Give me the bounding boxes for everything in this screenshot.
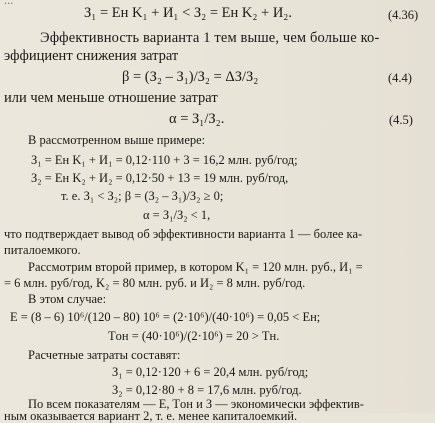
paragraph-1-line-2: эффициент снижения затрат	[4, 48, 179, 64]
equation-number-4-5: (4.5)	[389, 113, 413, 127]
equation-4-36: З₁ = Eн K₁ + И₁ < З₂ = Eн K₂ + И₂.	[84, 5, 292, 21]
paragraph-4-line-3: В этом случае:	[28, 292, 107, 306]
paragraph-6-line-2: ным оказывается вариант 2, т. е. менее капиталоемкий.	[4, 409, 298, 423]
example-3-line-2: З₂ = 0,12·80 + 8 = 17,6 млн. руб/год.	[112, 383, 302, 397]
example-1-line-4: α = З₁/З₂ < 1,	[143, 208, 211, 222]
equation-4-4: β = (З₂ – З₁)/З₂ = ΔЗ/З₂	[122, 69, 259, 85]
equation-number-4-4: (4.4)	[388, 71, 412, 85]
equation-number-4-36: (4.36)	[388, 8, 419, 22]
example-1-intro: В рассмотренном выше примере:	[28, 133, 206, 147]
paragraph-5: Расчетные затраты составят:	[28, 348, 181, 362]
paragraph-6-line-1: По всем показателям — E, Tон и З — экономически эффектив-	[28, 397, 364, 411]
example-1-line-3: т. е. З₁ < З₂; β = (З₂ – З₁)/З₂ ≥ 0;	[61, 189, 224, 203]
paragraph-2: или чем меньше отношение затрат	[4, 90, 218, 106]
paragraph-4-line-1: Рассмотрим второй пример, в котором K₁ = 120 млн. руб., И₁ =	[28, 260, 363, 274]
example-1-line-2: З₂ = Eн K₂ + И₂ = 0,12·50 + 13 = 19 млн. руб/год,	[31, 171, 289, 185]
example-1-line-1: З₁ = Eн K₁ + И₁ = 0,12·110 + 3 = 16,2 млн. руб/год;	[31, 153, 298, 167]
equation-4-5: α = З₁/З₂.	[169, 111, 225, 127]
paragraph-3-line-1: что подтверждает вывод об эффективности варианта 1 — более ка-	[4, 227, 363, 241]
example-3-line-1: З₁ = 0,12·120 + 6 = 20,4 млн. руб/год;	[112, 365, 309, 379]
top-fragment: ...	[4, 0, 14, 7]
paragraph-4-line-2: = 6 млн. руб/год, K₂ = 80 млн. руб. и И₂ = 8 млн. руб/год.	[4, 276, 306, 290]
example-2-line-2: Tон = (40·10⁶)/(2·10⁶) = 20 > Tн.	[108, 329, 280, 343]
paragraph-1-line-1: Эффективность варианта 1 тем выше, чем больше ко-	[40, 30, 380, 46]
paragraph-3-line-2: питалоемкого.	[4, 243, 81, 257]
example-2-line-1: E = (8 – 6) 10⁶/(120 – 80) 10⁶ = (2·10⁶)/(40·10⁶) = 0,05 < Eн;	[10, 310, 321, 324]
